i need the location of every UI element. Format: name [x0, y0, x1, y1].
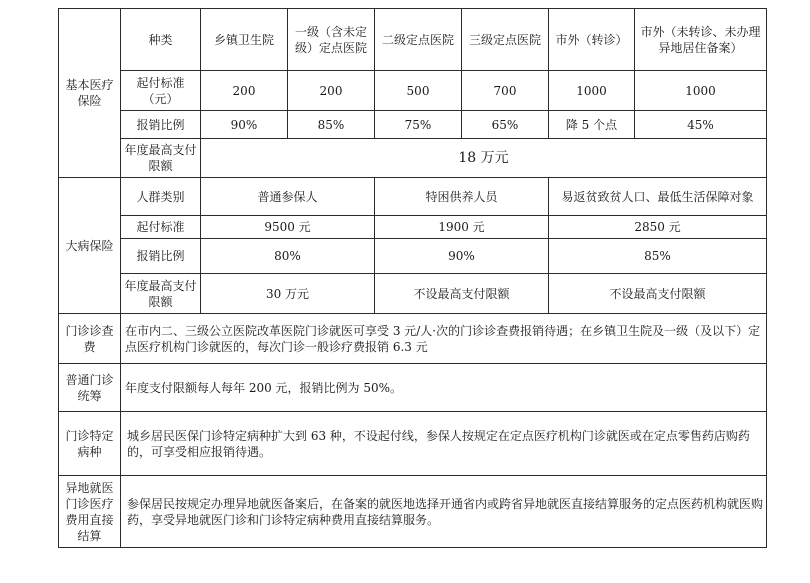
general-outpatient-label: 普通门诊统筹 [59, 364, 121, 412]
ratio-value: 90% [375, 239, 549, 274]
insurance-policy-table [58, 8, 767, 548]
ratio-value: 85% [288, 111, 375, 139]
threshold-label: 起付标准（元） [121, 71, 201, 111]
ratio-label: 报销比例 [121, 111, 201, 139]
ratio-value: 90% [201, 111, 288, 139]
column-header: 市外（未转诊、未办理异地居住备案） [635, 9, 767, 71]
remote-settlement-label: 异地就医门诊医疗费用直接结算 [59, 476, 121, 548]
threshold-value: 200 [288, 71, 375, 111]
threshold-value: 1000 [635, 71, 767, 111]
threshold-value: 700 [462, 71, 549, 111]
serious-annual-row [59, 274, 767, 314]
serious-threshold-row [59, 216, 767, 239]
special-outpatient-text: 城乡居民医保门诊特定病种扩大到 63 种，不设起付线，参保人按规定在定点医疗机构门诊就医或在定点零售药店购药的，可享受相应报销待遇。 [121, 412, 767, 476]
group-value: 普通参保人 [201, 178, 375, 216]
outpatient-exam-row [59, 314, 767, 364]
column-header: 二级定点医院 [375, 9, 462, 71]
group-value: 易返贫致贫人口、最低生活保障对象 [549, 178, 767, 216]
group-value: 特困供养人员 [375, 178, 549, 216]
basic-annual-row [59, 139, 767, 178]
annual-label: 年度最高支付限额 [121, 139, 201, 178]
general-outpatient-text: 年度支付限额每人每年 200 元，报销比例为 50%。 [121, 364, 767, 412]
threshold-value: 200 [201, 71, 288, 111]
outpatient-exam-text: 在市内二、三级公立医院改革医院门诊就医可享受 3 元/人·次的门诊诊查费报销待遇；在乡镇卫生院及一级（及以下）定点医疗机构门诊就医的，每次门诊一般诊疗费报销 6.3 元 [121, 314, 767, 364]
remote-settlement-row [59, 476, 767, 548]
column-header: 一级（含未定级）定点医院 [288, 9, 375, 71]
serious-ratio-row [59, 239, 767, 274]
ratio-value: 降 5 个点 [549, 111, 635, 139]
group-label: 人群类别 [121, 178, 201, 216]
basic-section-label: 基本医疗保险 [59, 9, 121, 178]
annual-value: 不设最高支付限额 [549, 274, 767, 314]
kind-label: 种类 [121, 9, 201, 71]
outpatient-exam-label: 门诊诊查费 [59, 314, 121, 364]
annual-value: 不设最高支付限额 [375, 274, 549, 314]
remote-settlement-text: 参保居民按规定办理异地就医备案后，在备案的就医地选择开通省内或跨省异地就医直接结算服务的定点医药机构就医购药，享受异地就医门诊和门诊特定病种费用直接结算服务。 [121, 476, 767, 548]
ratio-value: 85% [549, 239, 767, 274]
ratio-value: 45% [635, 111, 767, 139]
special-outpatient-row [59, 412, 767, 476]
general-outpatient-row [59, 364, 767, 412]
annual-label: 年度最高支付限额 [121, 274, 201, 314]
threshold-value: 2850 元 [549, 216, 767, 239]
ratio-label: 报销比例 [121, 239, 201, 274]
ratio-value: 65% [462, 111, 549, 139]
ratio-value: 75% [375, 111, 462, 139]
column-header: 市外（转诊） [549, 9, 635, 71]
column-header: 三级定点医院 [462, 9, 549, 71]
serious-group-row [59, 178, 767, 216]
threshold-value: 1900 元 [375, 216, 549, 239]
threshold-value: 1000 [549, 71, 635, 111]
threshold-value: 500 [375, 71, 462, 111]
serious-section-label: 大病保险 [59, 178, 121, 314]
basic-header-row [59, 9, 767, 71]
threshold-label: 起付标准 [121, 216, 201, 239]
threshold-value: 9500 元 [201, 216, 375, 239]
annual-value: 18 万元 [201, 139, 767, 178]
special-outpatient-label: 门诊特定病种 [59, 412, 121, 476]
ratio-value: 80% [201, 239, 375, 274]
column-header: 乡镇卫生院 [201, 9, 288, 71]
basic-threshold-row [59, 71, 767, 111]
annual-value: 30 万元 [201, 274, 375, 314]
basic-ratio-row [59, 111, 767, 139]
